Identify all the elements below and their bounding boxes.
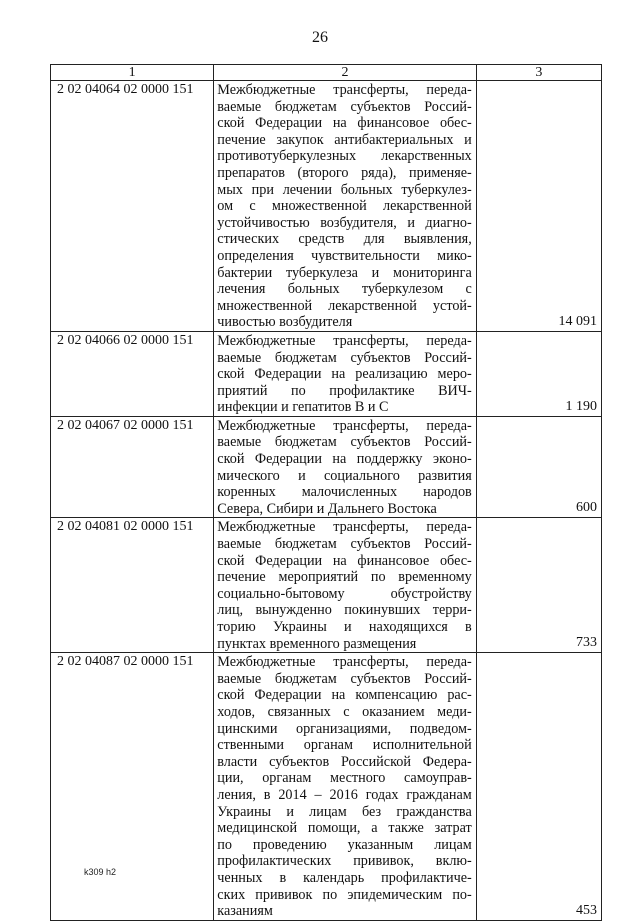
description-line: инфекции и гепатитов В и С <box>217 399 389 416</box>
description-line: медицинской помощи, а также затрат <box>217 820 472 837</box>
description-line: лиц, вынужденно покинувших терри- <box>217 602 472 619</box>
description-line: профилактических прививок, вклю- <box>217 853 472 870</box>
description-line: ской Федерации на финансовое обес- <box>217 552 472 569</box>
amount: 14 091 <box>476 81 601 332</box>
description-line: ских прививок по эпидемическим по- <box>217 886 472 903</box>
budget-code: 2 02 04087 02 0000 151 <box>51 653 214 921</box>
page-number: 26 <box>312 29 328 46</box>
description-line: ской Федерации на поддержку эконо- <box>217 451 472 468</box>
transfer-description <box>214 653 476 921</box>
description-line: стических средств для выявления, <box>217 231 472 248</box>
description-line: пунктах временного размещения <box>217 635 417 652</box>
description-line: печение мероприятий по временному <box>217 569 472 586</box>
transfer-description <box>214 416 476 518</box>
budget-code: 2 02 04067 02 0000 151 <box>51 416 214 518</box>
description-line: социально-бытовому обустройству <box>217 585 472 602</box>
footer-stamp: k309 h2 <box>84 867 117 877</box>
description-line: ваемые бюджетам субъектов Россий- <box>217 536 472 553</box>
description-line: множественной лекарственной устой- <box>217 297 472 314</box>
description-line: приятий по профилактике ВИЧ- <box>217 382 472 399</box>
description-line: устойчивостью возбудителя, и диагно- <box>217 214 472 231</box>
description-line: ваемые бюджетам субъектов Россий- <box>217 98 472 115</box>
description-line: ственными органам исполнительной <box>217 737 472 754</box>
column-header-3: 3 <box>476 65 601 81</box>
table-row <box>51 653 602 921</box>
description-line: по проведению указанным лицам <box>217 836 472 853</box>
description-line: ской Федерации на компенсацию рас- <box>217 687 472 704</box>
description-line: Межбюджетные трансферты, переда- <box>217 654 472 671</box>
description-line: противотуберкулезных лекарственных <box>217 148 472 165</box>
description-line: власти субъектов Российской Федера- <box>217 753 472 770</box>
transfer-description <box>214 518 476 653</box>
column-header-2: 2 <box>214 65 476 81</box>
description-line: ваемые бюджетам субъектов Россий- <box>217 349 472 366</box>
table-row <box>51 331 602 416</box>
description-line: Межбюджетные трансферты, переда- <box>217 332 472 349</box>
description-line: лечения больных туберкулезом с <box>217 281 472 298</box>
description-line: ом с множественной лекарственной <box>217 198 472 215</box>
table-row <box>51 518 602 653</box>
description-line: коренных малочисленных народов <box>217 484 472 501</box>
budget-code: 2 02 04066 02 0000 151 <box>51 331 214 416</box>
description-line: препаратов (второго ряда), применяе- <box>217 164 472 181</box>
description-line: определения чувствительности мико- <box>217 247 472 264</box>
budget-code: 2 02 04064 02 0000 151 <box>51 81 214 332</box>
table-row <box>51 416 602 518</box>
description-line: печение закупок антибактериальных и <box>217 131 472 148</box>
description-line: Украины и лицам без гражданства <box>217 803 472 820</box>
description-line: ходов, связанных с оказанием меди- <box>217 703 472 720</box>
description-line: ваемые бюджетам субъектов Россий- <box>217 670 472 687</box>
table-header-row <box>51 65 602 81</box>
description-line: цинскими организациями, подведом- <box>217 720 472 737</box>
budget-table <box>50 64 602 921</box>
description-line: торию Украины и находящихся в <box>217 619 472 635</box>
amount: 1 190 <box>476 331 601 416</box>
column-header-1: 1 <box>51 65 214 81</box>
description-line: Севера, Сибири и Дальнего Востока <box>217 500 437 517</box>
description-line: ваемые бюджетам субъектов Россий- <box>217 434 472 451</box>
description-line: бактерии туберкулеза и мониторинга <box>217 264 472 281</box>
description-line: ской Федерации на реализацию меро- <box>217 366 472 383</box>
description-line: чивостью возбудителя <box>217 314 353 331</box>
description-line: Межбюджетные трансферты, переда- <box>217 519 472 536</box>
budget-code: 2 02 04081 02 0000 151 <box>51 518 214 653</box>
table-row <box>51 81 602 332</box>
description-line: мического и социального развития <box>217 467 472 484</box>
amount: 600 <box>476 416 601 518</box>
description-line: ления, в 2014 – 2016 годах гражданам <box>217 786 472 803</box>
description-line: мых при лечении больных туберкулез- <box>217 181 472 198</box>
transfer-description <box>214 331 476 416</box>
description-line: Межбюджетные трансферты, переда- <box>217 82 472 98</box>
amount: 733 <box>476 518 601 653</box>
description-line: Межбюджетные трансферты, переда- <box>217 417 472 434</box>
description-line: казаниям <box>217 903 273 920</box>
amount: 453 <box>476 653 601 921</box>
transfer-description <box>214 81 476 332</box>
description-line: ции, органам местного самоуправ- <box>217 770 472 787</box>
description-line: ченных в календарь профилактиче- <box>217 869 472 886</box>
description-line: ской Федерации на финансовое обес- <box>217 115 472 132</box>
